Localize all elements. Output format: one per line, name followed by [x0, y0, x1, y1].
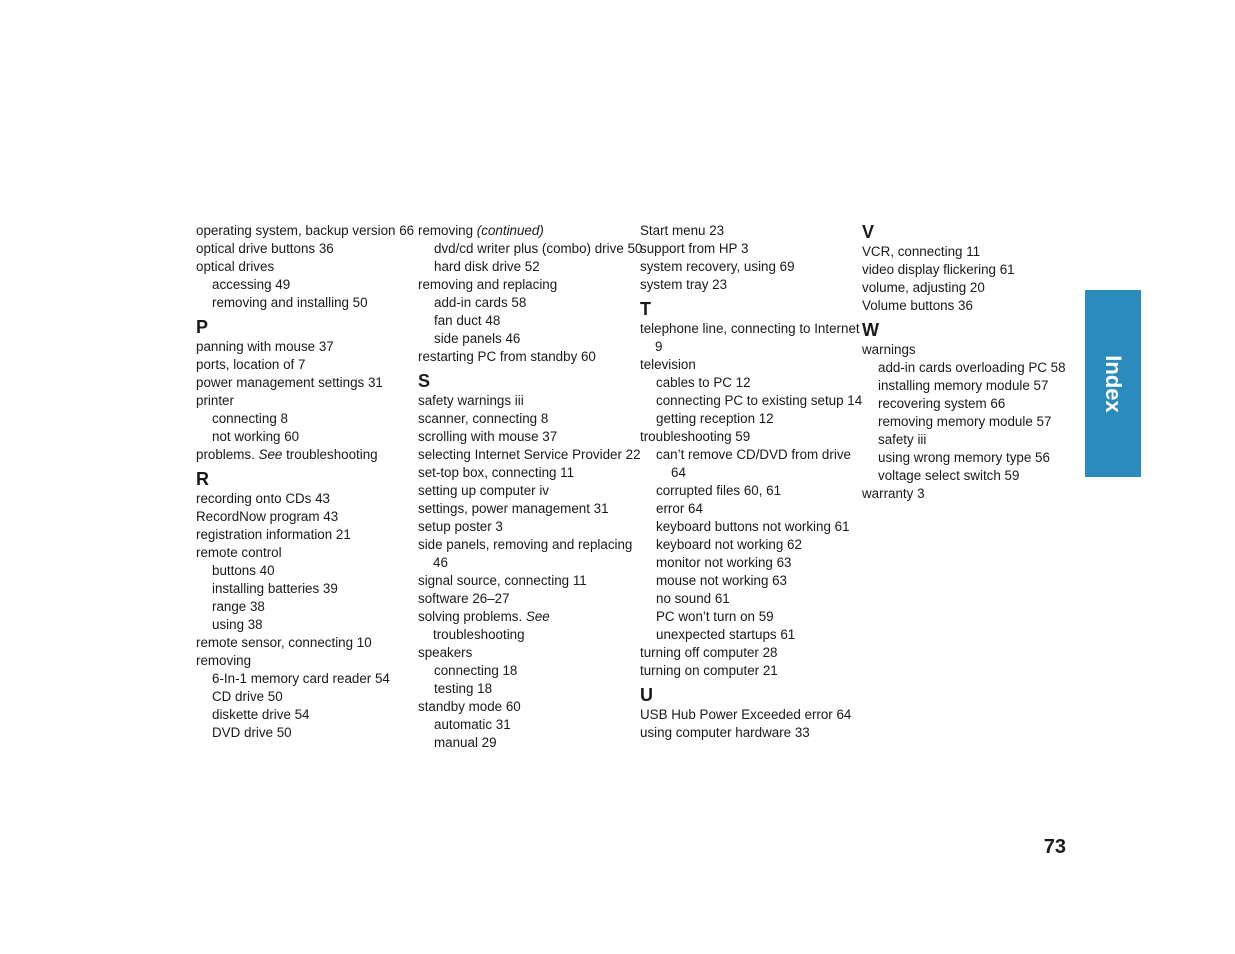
index-entry: troubleshooting 59	[640, 429, 751, 444]
index-subentry: not working 60	[212, 429, 300, 444]
index-entry: scrolling with mouse 37	[418, 429, 558, 444]
index-entry: Volume buttons 36	[862, 298, 973, 313]
index-subentry: mouse not working 63	[656, 573, 788, 588]
index-entry: remote sensor, connecting 10	[196, 635, 372, 650]
entry-text: removing	[418, 223, 477, 238]
index-letter-heading: S	[418, 371, 431, 391]
index-entry: printer	[196, 393, 234, 408]
index-entry: turning off computer 28	[640, 645, 778, 660]
entry-see-italic: (continued)	[476, 223, 544, 238]
entry-see-italic: See	[525, 609, 550, 624]
entry-text: solving problems.	[418, 609, 526, 624]
index-letter-heading: T	[640, 299, 651, 319]
index-entry: registration information 21	[196, 527, 351, 542]
index-entry: warnings	[862, 342, 916, 357]
index-subentry: installing memory module 57	[878, 378, 1049, 393]
index-entry: setup poster 3	[418, 519, 503, 534]
index-entry: removing and replacing	[418, 277, 558, 292]
index-entry: software 26–27	[418, 591, 510, 606]
index-subentry: fan duct 48	[434, 313, 501, 328]
index-subentry: installing batteries 39	[212, 581, 338, 596]
index-subentry: cables to PC 12	[656, 375, 751, 390]
index-subentry: CD drive 50	[212, 689, 283, 704]
index-entry: removing	[196, 653, 252, 668]
index-entry: side panels, removing and replacing 46	[418, 537, 633, 570]
index-subentry: range 38	[212, 599, 265, 614]
index-entry: operating system, backup version 66	[196, 223, 415, 238]
index-entry: RecordNow program 43	[196, 509, 339, 524]
index-subentry: unexpected startups 61	[656, 627, 796, 642]
index-entry: Start menu 23	[640, 223, 725, 238]
index-subentry: add-in cards 58	[434, 295, 527, 310]
index-subentry: using 38	[212, 617, 263, 632]
entry-reference: troubleshooting	[433, 627, 525, 642]
index-subentry: can’t remove CD/DVD from drive 64	[656, 447, 851, 480]
index-subentry: connecting 18	[434, 663, 518, 678]
index-subentry: connecting PC to existing setup 14	[656, 393, 863, 408]
index-subentry: DVD drive 50	[212, 725, 292, 740]
index-entry: telephone line, connecting to Internet 9	[640, 321, 860, 354]
index-subentry: removing and installing 50	[212, 295, 368, 310]
index-entry: optical drives	[196, 259, 275, 274]
index-column-3	[640, 222, 865, 742]
index-subentry: 6-In-1 memory card reader 54	[212, 671, 390, 686]
index-letter-heading: P	[196, 317, 209, 337]
index-entry: system tray 23	[640, 277, 728, 292]
index-subentry: recovering system 66	[878, 396, 1006, 411]
index-entry: safety warnings iii	[418, 393, 524, 408]
index-entry	[418, 608, 643, 644]
index-letter-heading: V	[862, 222, 875, 242]
index-column-4	[862, 222, 1087, 503]
index-entry: television	[640, 357, 696, 372]
index-entry: recording onto CDs 43	[196, 491, 330, 506]
index-subentry: removing memory module 57	[878, 414, 1052, 429]
index-subentry: using wrong memory type 56	[878, 450, 1050, 465]
index-letter-heading: W	[862, 320, 879, 340]
index-entry: selecting Internet Service Provider 22	[418, 447, 641, 462]
index-entry: USB Hub Power Exceeded error 64	[640, 707, 852, 722]
index-entry: scanner, connecting 8	[418, 411, 549, 426]
index-entry: standby mode 60	[418, 699, 521, 714]
index-subentry: dvd/cd writer plus (combo) drive 50	[434, 241, 643, 256]
index-subentry: keyboard buttons not working 61	[656, 519, 850, 534]
index-entry: speakers	[418, 645, 473, 660]
index-entry: remote control	[196, 545, 282, 560]
index-entry: restarting PC from standby 60	[418, 349, 596, 364]
index-entry: setting up computer iv	[418, 483, 549, 498]
index-subentry: testing 18	[434, 681, 493, 696]
index-subentry: PC won’t turn on 59	[656, 609, 774, 624]
index-entry: system recovery, using 69	[640, 259, 795, 274]
index-entry: set-top box, connecting 11	[418, 465, 575, 480]
page-number: 73	[1043, 836, 1066, 858]
index-subentry: accessing 49	[212, 277, 291, 292]
index-entry: volume, adjusting 20	[862, 280, 985, 295]
index-entry: panning with mouse 37	[196, 339, 334, 354]
index-entry: using computer hardware 33	[640, 725, 810, 740]
index-subentry: keyboard not working 62	[656, 537, 802, 552]
index-entry: warranty 3	[862, 486, 925, 501]
index-column-1	[196, 222, 421, 742]
index-entry: video display flickering 61	[862, 262, 1015, 277]
index-entry	[418, 222, 643, 240]
index-subentry: no sound 61	[656, 591, 730, 606]
index-entry: turning on computer 21	[640, 663, 778, 678]
index-subentry: connecting 8	[212, 411, 288, 426]
index-letter-heading: R	[196, 469, 209, 489]
index-subentry: monitor not working 63	[656, 555, 792, 570]
index-subentry: side panels 46	[434, 331, 521, 346]
index-subentry: automatic 31	[434, 717, 511, 732]
index-subentry: diskette drive 54	[212, 707, 310, 722]
index-subentry: error 64	[656, 501, 703, 516]
entry-see-italic: See	[258, 447, 283, 462]
index-subentry: manual 29	[434, 735, 497, 750]
index-column-2	[418, 222, 643, 752]
index-subentry: add-in cards overloading PC 58	[878, 360, 1066, 375]
index-entry: power management settings 31	[196, 375, 383, 390]
index-entry: settings, power management 31	[418, 501, 609, 516]
section-tab-label: Index	[1101, 354, 1126, 413]
index-entry: optical drive buttons 36	[196, 241, 334, 256]
index-subentry: getting reception 12	[656, 411, 774, 426]
index-subentry: buttons 40	[212, 563, 275, 578]
entry-reference: troubleshooting	[282, 447, 378, 462]
index-letter-heading: U	[640, 685, 653, 705]
index-subentry: safety iii	[878, 432, 927, 447]
index-entry	[196, 446, 421, 464]
section-tab	[1085, 290, 1141, 477]
index-entry: support from HP 3	[640, 241, 749, 256]
index-subentry: corrupted files 60, 61	[656, 483, 782, 498]
index-entry: signal source, connecting 11	[418, 573, 587, 588]
index-subentry: voltage select switch 59	[878, 468, 1020, 483]
index-subentry: hard disk drive 52	[434, 259, 540, 274]
index-entry: VCR, connecting 11	[862, 244, 981, 259]
entry-text: problems.	[196, 447, 259, 462]
index-entry: ports, location of 7	[196, 357, 306, 372]
